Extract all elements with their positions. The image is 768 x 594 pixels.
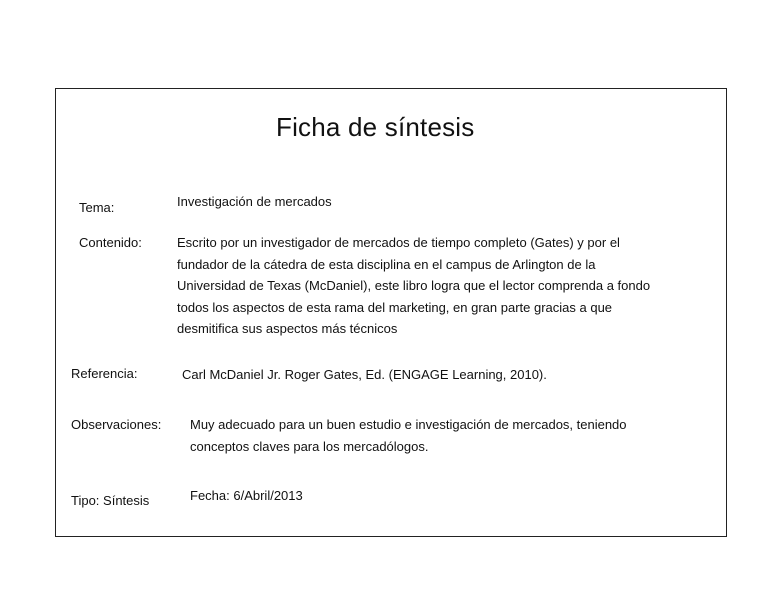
fecha-value: Fecha: 6/Abril/2013 [190,488,303,503]
contenido-line: Escrito por un investigador de mercados de tiempo completo (Gates) y por el [177,235,620,250]
tema-value: Investigación de mercados [177,194,332,209]
contenido-label: Contenido: [79,235,142,250]
card-title: Ficha de síntesis [276,112,475,142]
contenido-line: desmitifica sus aspectos más técnicos [177,321,398,336]
contenido-text [177,232,717,340]
contenido-line: Universidad de Texas (McDaniel), este libro logra que el lector comprenda a fondo [177,278,651,293]
tipo-label: Tipo: Síntesis [71,493,150,508]
observaciones-line: conceptos claves para los mercadólogos. [190,438,429,454]
referencia-label: Referencia: [71,366,138,381]
contenido-line: fundador de la cátedra de esta disciplina en el campus de Arlington de la [177,256,596,272]
tema-label: Tema: [79,200,115,215]
observaciones-line: Muy adecuado para un buen estudio e investigación de mercados, teniendo [190,417,627,432]
referencia-value: Carl McDaniel Jr. Roger Gates, Ed. (ENGAGE Learning, 2010). [182,367,547,382]
contenido-line: todos los aspectos de esta rama del marketing, en gran parte gracias a que [177,299,613,315]
observaciones-text [190,414,730,457]
observaciones-label: Observaciones: [71,417,162,432]
